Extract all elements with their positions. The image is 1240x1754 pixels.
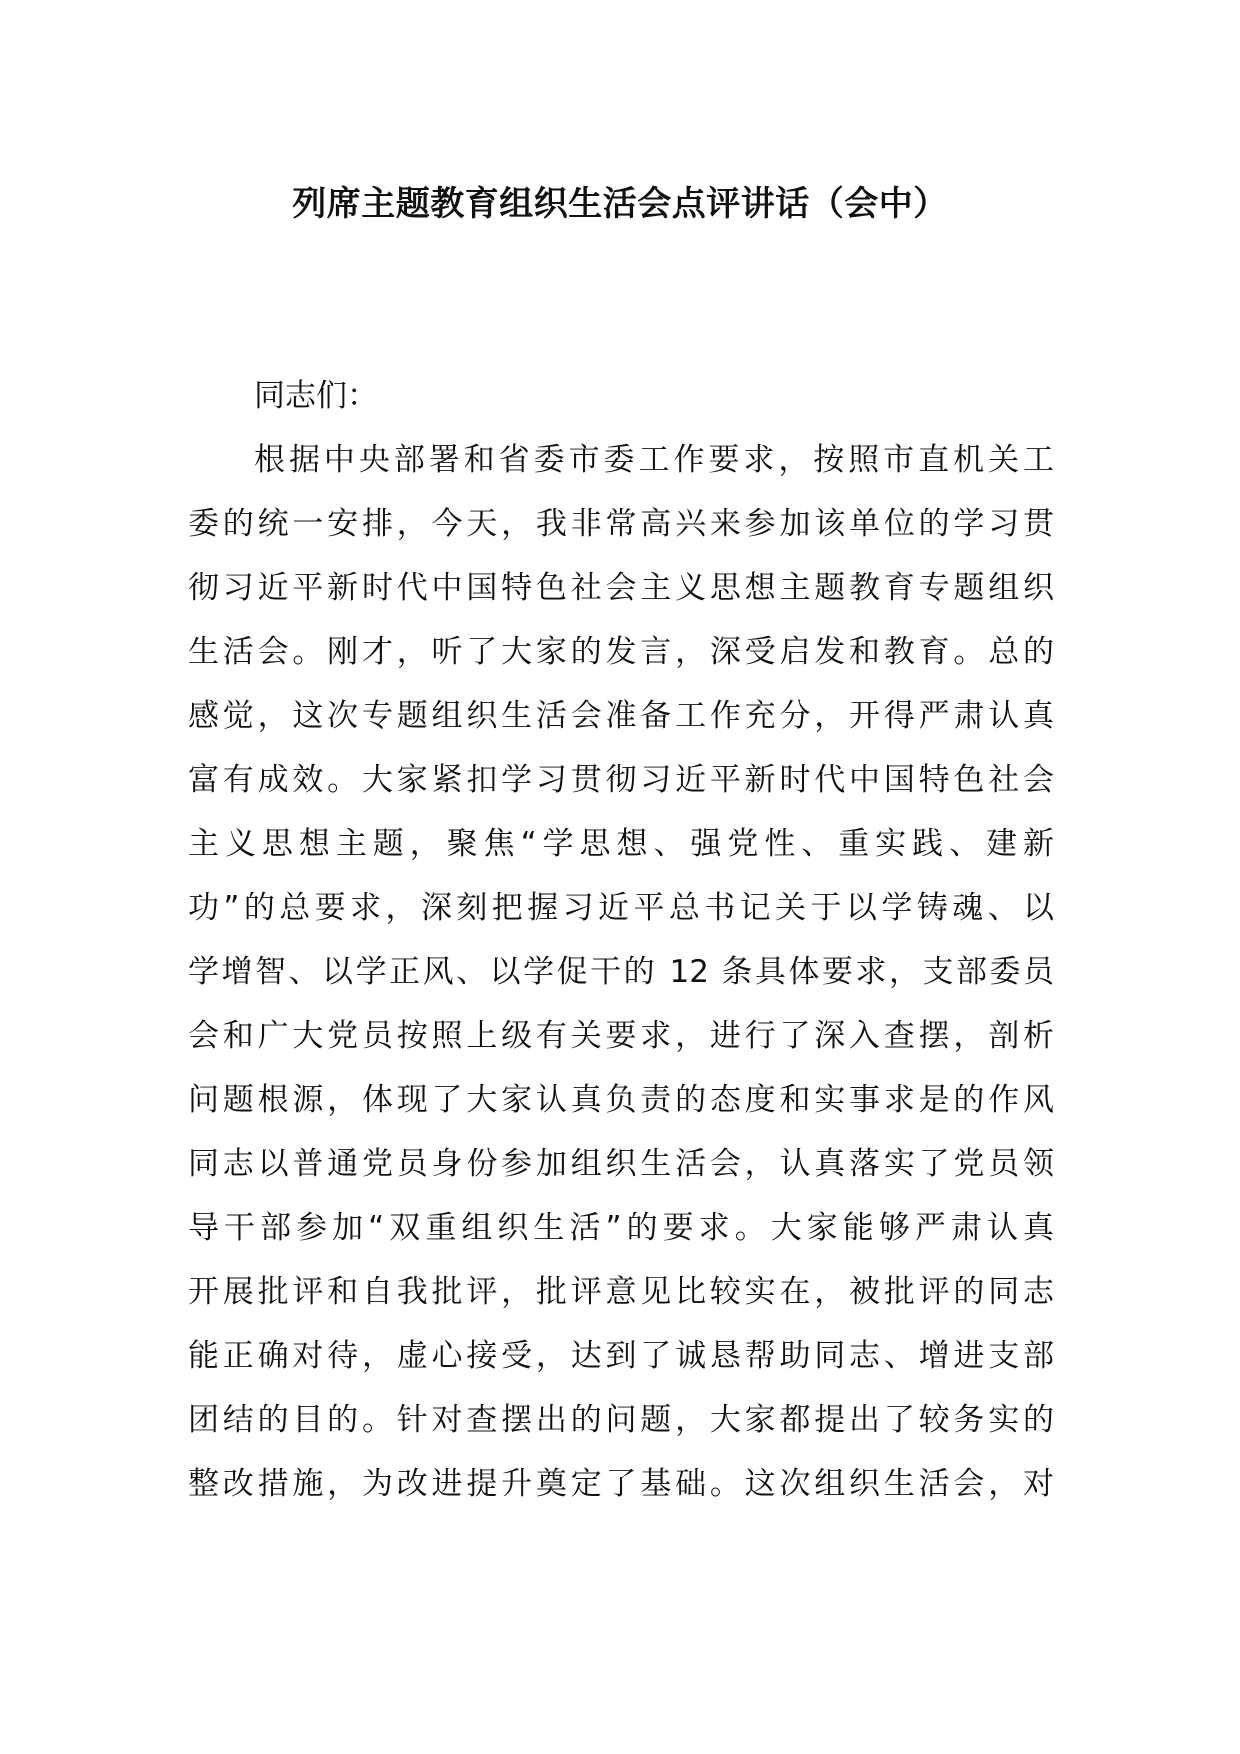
body-line-16: 团结的目的。针对查摆出的问题，大家都提出了较务实的 [188,1402,1054,1438]
body-line-11: 问题根源，体现了大家认真负责的态度和实事求是的作风 [188,1082,1054,1118]
body-line-7: 主义思想主题，聚焦“学思想、强党性、重实践、建新 [188,826,1054,862]
body-line-15: 能正确对待，虚心接受，达到了诚恳帮助同志、增进支部 [188,1338,1054,1374]
document-title: 列席主题教育组织生活会点评讲话（会中） [292,184,948,224]
body-line-1: 根据中央部署和省委市委工作要求，按照市直机关工 [254,442,1054,478]
body-line-9: 学增智、以学正风、以学促干的 12 条具体要求，支部委员 [188,954,1054,990]
body-line-5: 感觉，这次专题组织生活会准备工作充分，开得严肃认真 [188,698,1054,734]
body-line-8: 功”的总要求，深刻把握习近平总书记关于以学铸魂、以 [188,890,1054,926]
body-line-14: 开展批评和自我批评，批评意见比较实在，被批评的同志 [188,1274,1054,1310]
body-line-3: 彻习近平新时代中国特色社会主义思想主题教育专题组织 [188,570,1054,606]
salutation-line: 同志们： [254,378,378,414]
body-line-12: 同志以普通党员身份参加组织生活会，认真落实了党员领 [188,1146,1054,1182]
body-line-17: 整改措施，为改进提升奠定了基础。这次组织生活会，对 [188,1466,1054,1502]
body-line-10: 会和广大党员按照上级有关要求，进行了深入查摆，剖析 [188,1018,1054,1054]
body-line-2: 委的统一安排，今天，我非常高兴来参加该单位的学习贯 [188,506,1054,542]
body-line-6: 富有成效。大家紧扣学习贯彻习近平新时代中国特色社会 [188,762,1054,798]
body-line-13: 导干部参加“双重组织生活”的要求。大家能够严肃认真 [188,1210,1054,1246]
body-line-4: 生活会。刚才，听了大家的发言，深受启发和教育。总的 [188,634,1054,670]
